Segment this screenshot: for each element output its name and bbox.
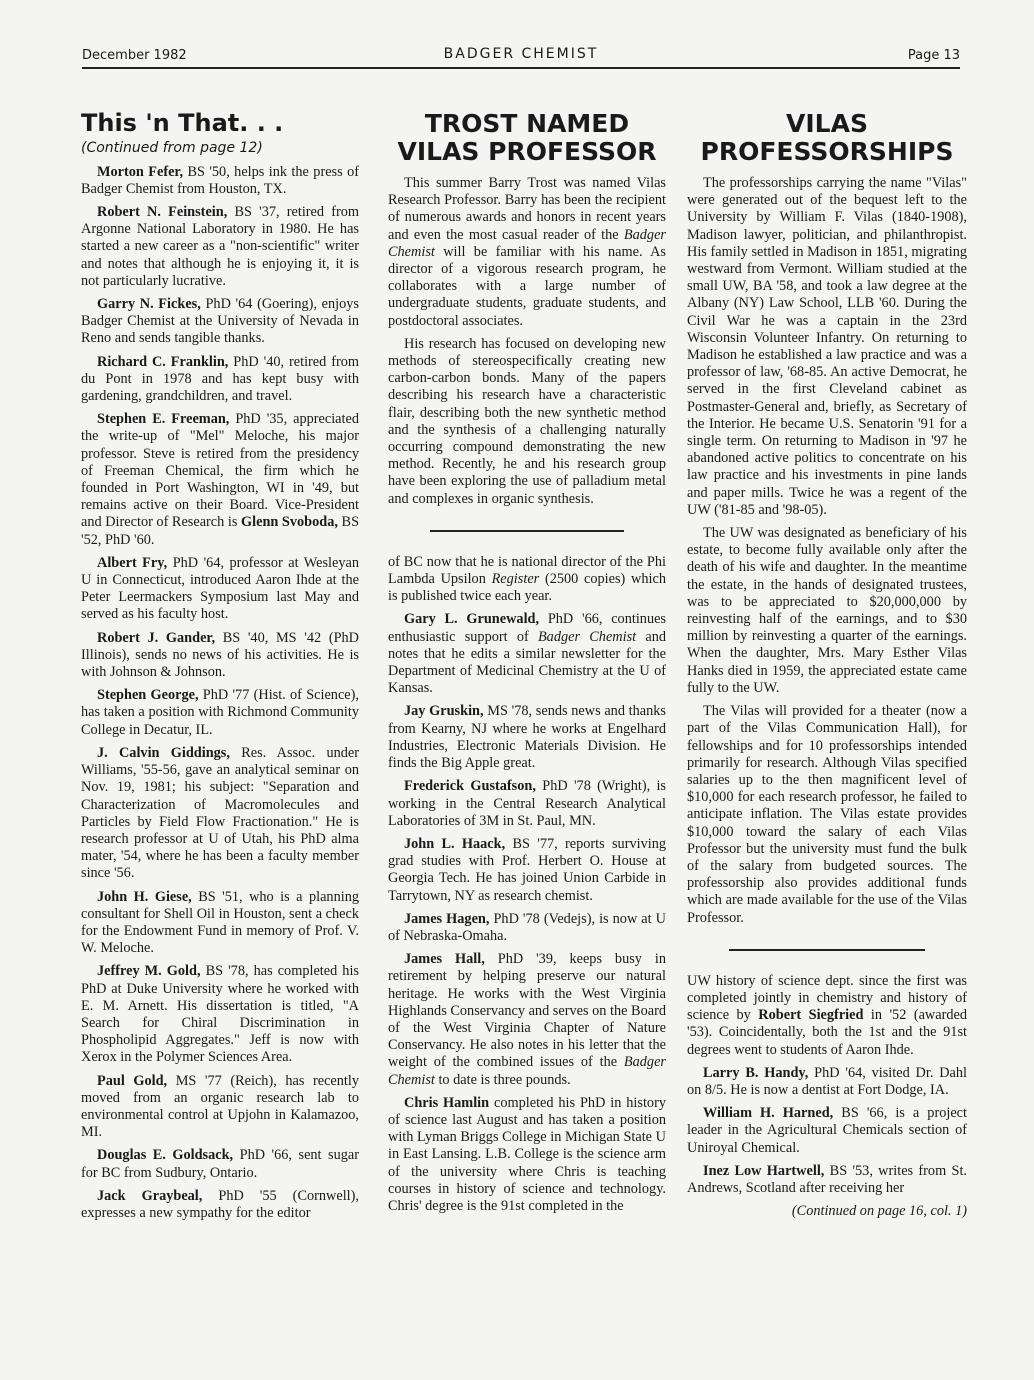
- page-header: [82, 44, 960, 66]
- news-item: Jack Graybeal, PhD '55 (Cornwell), expresses a new sympathy for the editor: [81, 1187, 359, 1221]
- article-paragraph: The professorships carrying the name "Vilas" were generated out of the bequest left to the University by William F. Vilas (1840-1908), Madison lawyer, politician, and philanthropist. His family settled in Madison in 1851, migrating westward from Vermont. William studied at the small UW, BA '58, and took a law degree at the Albany (NY) Law School, LLB '60. During the Civil War he was a captain in the 23rd Wisconsin Volunteer Infantry. On returning to Madison he established a law practice and was a professor of law, '68-85. An active Democrat, he served in the first Cleveland cabinet as Postmaster-General and, briefly, as Secretary of the Interior. He became U.S. Senatorin '91 for a single term. On returning to Madison in '97 he abandoned active politics to concentrate on his law practice and his investments in pine lands and paper mills. Twice he was a regent of the UW ('81-85 and '98-05).: [687, 175, 967, 518]
- article-paragraph: This summer Barry Trost was named Vilas Research Professor. Barry has been the recipient of numerous awards and honors in recent years and even the most casual reader of the Badger Chemist will be familiar with his name. As director of a vigorous research program, he collaborates with a large number of undergraduate students, graduate students, and postdoctoral associates.: [388, 175, 666, 329]
- news-item: James Hagen, PhD '78 (Vedejs), is now at U of Nebraska-Omaha.: [388, 910, 666, 944]
- article-title: VILAS PROFESSORSHIPS: [700, 109, 954, 166]
- news-item: William H. Harned, BS '66, is a project leader in the Agricultural Chemicals section of Uniroyal Chemical.: [687, 1105, 968, 1156]
- article-paragraph: The UW was designated as beneficiary of his estate, to become fully available only after the death of his wife and daughter. In the meantime the estate, in the hands of designated trustees, was to be appreciated to $20,000,000 by reinvesting half of the earnings, and to $30 million by reinvesting a quarter of the earnings. When the daughter, Mrs. Mary Esther Vilas Hanks died in 1959, the appreciated estate came fully to the UW.: [687, 525, 967, 696]
- publication-name: BADGER CHEMIST: [443, 46, 599, 62]
- column-this-n-that: [81, 110, 359, 1228]
- news-item: James Hall, PhD '39, keeps busy in retirement by helping preserve our natural heritage. He works with the West Virginia Highlands Conservancy and serves on the Board of the West Virginia Chapter of Nature Conservancy. He also notes in his letter that the weight of the combined issues of the Badger Chemist to date is three pounds.: [388, 951, 666, 1088]
- column-trost-article: [388, 110, 666, 1221]
- news-item: Albert Fry, PhD '64, professor at Wesleyan U in Connecticut, introduced Aaron Ihde at the Peter Leermackers Symposium last May and served as his faculty host.: [81, 554, 359, 623]
- news-item: Stephen E. Freeman, PhD '35, appreciated the write-up of "Mel" Meloche, his major professor. Steve is retired from the presidency of Freeman Chemical, the firm which he founded in Port Washington, WI in '49, but remains active on their Board. Vice-President and Director of Research is Glenn Svoboda, BS '52, PhD '60.: [81, 411, 360, 548]
- news-item: Jeffrey M. Gold, BS '78, has completed his PhD at Duke University where he worked with E. M. Arnett. His dissertation is titled, "A Search for Chiral Discrimination in Phospholipid Aggregates." Jeff is now with Xerox in the Polymer Sciences Area.: [81, 963, 359, 1066]
- news-item: John L. Haack, BS '77, reports surviving grad studies with Prof. Herbert O. House at Georgia Tech. He has joined Union Carbide in Tarrytown, NY as research chemist.: [388, 835, 666, 904]
- section-title: This 'n That. . .: [81, 109, 284, 137]
- article-paragraph: The Vilas will provided for a theater (now a part of the Vilas Communication Hall), for fellowships and for 10 professorships intended primarily for research. Although Vilas specified salaries up to the then magnificent level of $10,000 for each research professor, he failed to anticipate inflation. The Vilas estate provides $10,000 toward the salary of each Vilas Professor but the university must fund the bulk of the salary from budgeted sources. The professorship also provides additional funds which are made available for the use of the Vilas Professor.: [687, 703, 967, 926]
- section-subtitle: (Continued from page 12): [81, 140, 263, 157]
- news-item: Paul Gold, MS '77 (Reich), has recently moved from an organic research lab to environmental control at Upjohn in Kalamazoo, MI.: [81, 1072, 359, 1141]
- continued-note: (Continued on page 16, col. 1): [791, 1203, 967, 1220]
- news-item: Frederick Gustafson, PhD '78 (Wright), is working in the Central Research Analytical Laboratories of 3M in St. Paul, MN.: [388, 778, 666, 829]
- news-item: Stephen George, PhD '77 (Hist. of Science), has taken a position with Richmond Community College in Decatur, IL.: [81, 687, 359, 738]
- news-item: Jay Gruskin, MS '78, sends news and thanks from Kearny, NJ where he works at Engelhard Industries, Electronic Materials Division. He finds the Big Apple great.: [388, 703, 666, 772]
- header-rule: [82, 67, 960, 69]
- news-item: Douglas E. Goldsack, PhD '66, sent sugar for BC from Sudbury, Ontario.: [81, 1147, 359, 1181]
- article-title: TROST NAMED VILAS PROFESSOR: [397, 109, 657, 166]
- news-item: Garry N. Fickes, PhD '64 (Goering), enjoys Badger Chemist at the University of Nevada in Reno and sends tangible thanks.: [81, 296, 359, 347]
- continued-text: of BC now that he is national director of the Phi Lambda Upsilon Register (2500 copies) which is published twice each year.: [388, 553, 666, 605]
- continued-text: UW history of science dept. since the first was completed jointly in chemistry and history of science by Robert Siegfried in '52 (awarded '53). Coincidentally, both the 1st and the 91st degrees went to students of Aaron Ihde.: [687, 972, 967, 1058]
- news-item: Chris Hamlin completed his PhD in history of science last August and has taken a position with Lyman Briggs College in Michigan State U in East Lansing. L.B. College is the science arm of the university where Chris is teaching courses in history of science and technology. Chris' degree is the 91st completed in the: [388, 1094, 666, 1214]
- news-item: Inez Low Hartwell, BS '53, writes from St. Andrews, Scotland after receiving her: [687, 1162, 967, 1196]
- news-item: Larry B. Handy, PhD '64, visited Dr. Dahl on 8/5. He is now a dentist at Fort Dodge, IA.: [687, 1064, 967, 1098]
- news-item: Richard C. Franklin, PhD '40, retired from du Pont in 1978 and has kept busy with gardening, grandchildren, and travel.: [81, 353, 360, 405]
- news-item: John H. Giese, BS '51, who is a planning consultant for Shell Oil in Houston, sent a check for the Endowment Fund in memory of Prof. V. W. Meloche.: [81, 888, 359, 957]
- news-item: Robert J. Gander, BS '40, MS '42 (PhD Illinois), sends no news of his activities. He is with Johnson & Johnson.: [81, 629, 359, 681]
- article-divider: [729, 949, 925, 951]
- news-item: Morton Fefer, BS '50, helps ink the press of Badger Chemist from Houston, TX.: [81, 163, 359, 197]
- news-item: Robert N. Feinstein, BS '37, retired from Argonne National Laboratory in 1980. He has started a new career as a "non-scientific" writer and notes that although he is enjoying it, it is not particularly lucrative.: [81, 204, 359, 289]
- article-paragraph: His research has focused on developing new methods of stereospecifically creating new carbon-carbon bonds. Many of the papers describing his research have a characteristic flair, describing both the new synthetic method and the synthesis of a challenging naturally occurring compound demonstrating the new method. Recently, he and his research group have been exploring the use of palladium metal and complexes in organic synthesis.: [388, 335, 666, 507]
- news-item: Gary L. Grunewald, PhD '66, continues enthusiastic support of Badger Chemist and notes that he edits a similar newsletter for the Department of Medicinal Chemistry at the U of Kansas.: [388, 611, 666, 697]
- article-divider: [430, 530, 625, 532]
- news-item: J. Calvin Giddings, Res. Assoc. under Williams, '55-56, gave an analytical seminar on Nov. 19, 1981; his subject: "Separation and Characterization of Macromolecules and Particles by Field Flow Fractionation." He is research professor at U of Utah, his PhD alma mater, '54, where he has been a faculty member since '56.: [81, 744, 360, 882]
- column-vilas-article: [687, 110, 967, 1226]
- page-number: Page 13: [907, 48, 960, 63]
- issue-date: December 1982: [82, 48, 187, 63]
